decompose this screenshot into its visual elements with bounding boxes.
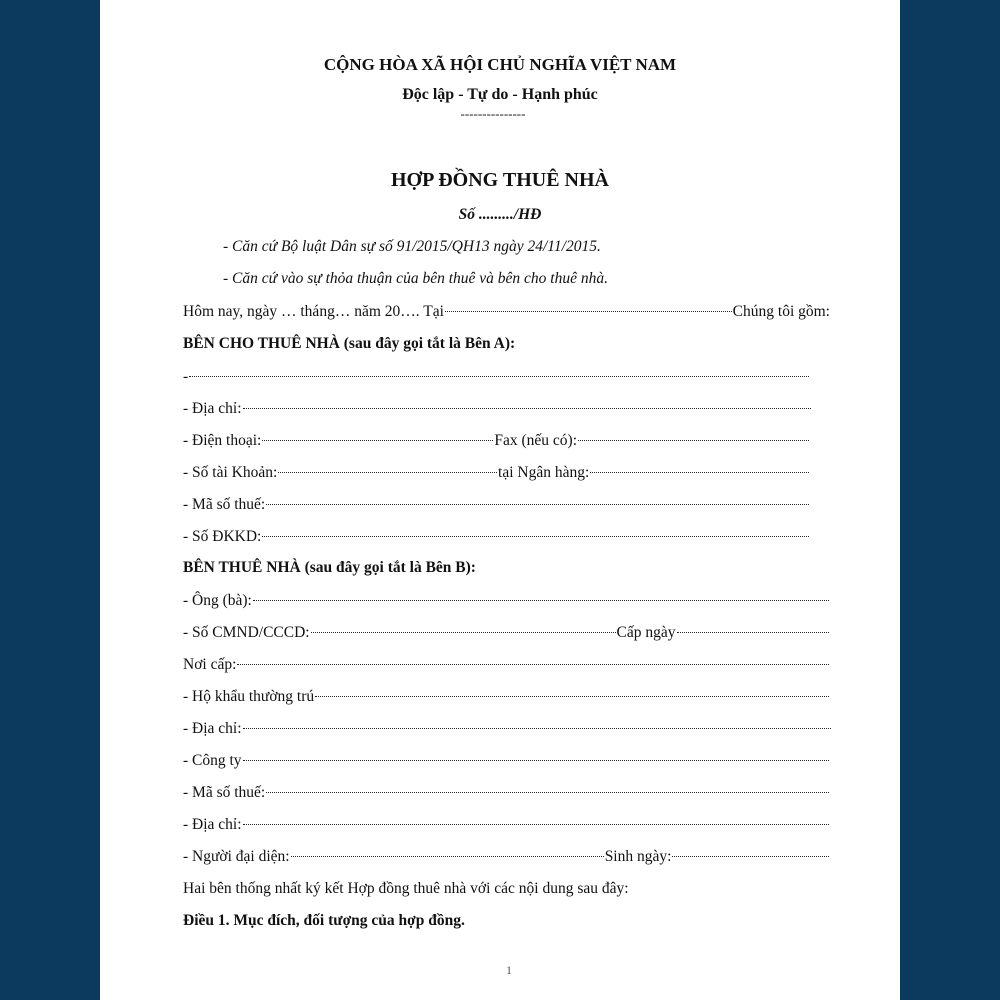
party-a-heading: BÊN CHO THUÊ NHÀ (sau đây gọi tắt là Bên A): — [183, 335, 516, 352]
party-b-name-label: - Ông (bà): — [183, 592, 252, 609]
party-a-phone-blank[interactable] — [262, 440, 493, 441]
place-blank[interactable] — [445, 311, 732, 312]
party-a-address-label: - Địa chỉ: — [183, 400, 242, 417]
party-a-business-reg-line — [183, 526, 810, 548]
party-b-address2-label: - Địa chỉ: — [183, 816, 242, 833]
party-a-name-blank[interactable] — [189, 376, 809, 377]
party-b-company-line — [183, 750, 830, 772]
party-b-birth-date-blank[interactable] — [672, 856, 829, 857]
party-a-business-reg-blank[interactable] — [262, 536, 809, 537]
legal-basis-agreement: - Căn cứ vào sự thỏa thuận của bên thuê và bên cho thuê nhà. — [223, 270, 608, 287]
document-page — [100, 0, 900, 1000]
party-b-residence-line — [183, 686, 830, 708]
party-a-phone-label: - Điện thoại: — [183, 432, 262, 449]
party-a-account-label: - Số tài Khoản: — [183, 464, 278, 481]
party-a-phone-line — [183, 430, 810, 452]
contract-number: Số ........./HĐ — [458, 206, 542, 223]
contract-title: HỢP ĐỒNG THUÊ NHÀ — [391, 169, 609, 191]
party-a-name-line — [183, 366, 810, 388]
party-b-id-label: - Số CMND/CCCD: — [183, 624, 310, 641]
party-b-issue-place-label: Nơi cấp: — [183, 656, 237, 673]
agreement-text: Hai bên thống nhất ký kết Hợp đồng thuê nhà với các nội dung sau đây: — [183, 880, 629, 897]
party-b-issue-date-blank[interactable] — [677, 632, 829, 633]
party-b-residence-label: - Hộ khẩu thường trú — [183, 688, 315, 705]
party-a-name-prefix: - — [183, 368, 189, 385]
party-b-representative-blank[interactable] — [291, 856, 604, 857]
legal-basis-civil-code: - Căn cứ Bộ luật Dân sự số 91/2015/QH13 ngày 24/11/2015. — [223, 238, 601, 255]
page-number: 1 — [506, 963, 512, 977]
party-b-tax-line — [183, 782, 830, 804]
party-a-account-blank[interactable] — [278, 472, 497, 473]
party-b-company-blank[interactable] — [243, 760, 829, 761]
party-b-tax-blank[interactable] — [266, 792, 829, 793]
party-b-company-label: - Công ty — [183, 752, 242, 769]
national-motto: Độc lập - Tự do - Hạnh phúc — [402, 86, 598, 103]
party-b-address-blank[interactable] — [243, 728, 831, 729]
party-b-address2-blank[interactable] — [243, 824, 829, 825]
party-a-business-reg-label: - Số ĐKKD: — [183, 528, 262, 545]
party-b-address-line — [183, 718, 832, 740]
party-b-name-line — [183, 590, 830, 612]
party-b-address-label: - Địa chỉ: — [183, 720, 242, 737]
intro-prefix: Hôm nay, ngày … tháng… năm 20…. Tại — [183, 303, 444, 320]
party-b-issue-date-label: Cấp ngày — [616, 624, 676, 641]
party-b-name-blank[interactable] — [253, 600, 829, 601]
party-b-tax-label: - Mã số thuế: — [183, 784, 266, 801]
party-a-fax-blank[interactable] — [578, 440, 809, 441]
party-b-id-line — [183, 622, 830, 644]
party-a-bank-blank[interactable] — [590, 472, 809, 473]
party-a-tax-line — [183, 494, 810, 516]
party-a-bank-label: tại Ngân hàng: — [498, 464, 590, 481]
party-a-tax-label: - Mã số thuế: — [183, 496, 266, 513]
header-divider: --------------- — [460, 106, 526, 121]
party-b-issue-place-line — [183, 654, 830, 676]
party-b-birth-date-label: Sinh ngày: — [604, 848, 672, 865]
party-b-representative-label: - Người đại diện: — [183, 848, 290, 865]
party-a-address-blank[interactable] — [243, 408, 811, 409]
party-a-address-line — [183, 398, 812, 420]
intro-line — [183, 301, 830, 323]
party-b-address2-line — [183, 814, 830, 836]
party-b-heading: BÊN THUÊ NHÀ (sau đây gọi tắt là Bên B): — [183, 559, 476, 576]
party-b-representative-line — [183, 846, 830, 868]
party-b-residence-blank[interactable] — [315, 696, 829, 697]
intro-suffix: Chúng tôi gồm: — [732, 303, 830, 320]
party-b-id-blank[interactable] — [311, 632, 616, 633]
national-title: CỘNG HÒA XÃ HỘI CHỦ NGHĨA VIỆT NAM — [323, 55, 677, 74]
party-a-account-line — [183, 462, 810, 484]
party-a-fax-label: Fax (nếu có): — [494, 432, 577, 449]
party-a-tax-blank[interactable] — [266, 504, 809, 505]
party-b-issue-place-blank[interactable] — [237, 664, 829, 665]
article-1-heading: Điều 1. Mục đích, đối tượng của hợp đồng. — [183, 912, 465, 929]
